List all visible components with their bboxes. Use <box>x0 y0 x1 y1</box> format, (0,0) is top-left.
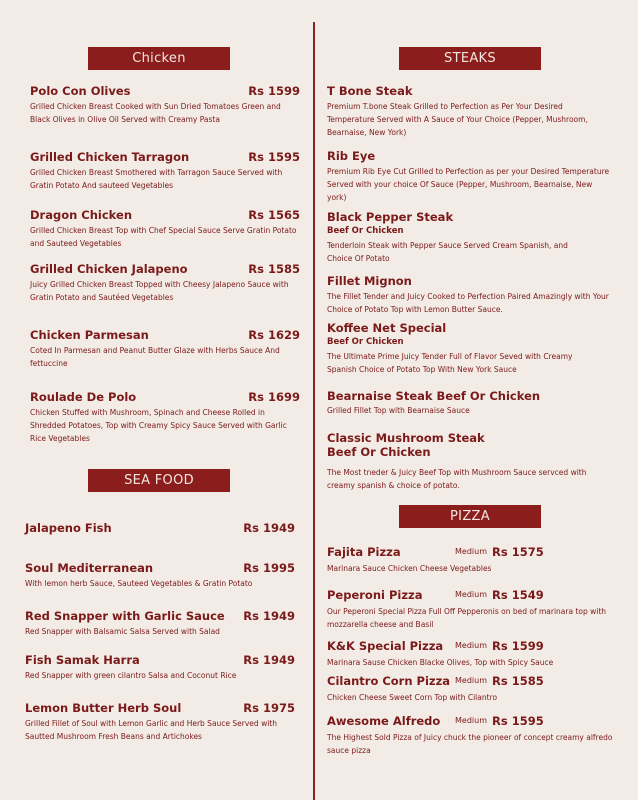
item-size: Medium <box>455 547 487 556</box>
item-name: Polo Con Olives <box>30 84 131 98</box>
item-description: Juicy Grilled Chicken Breast Topped with Cheesy Jalapeno Sauce with Gratin Potato and Sautéed Vegetables <box>30 280 289 302</box>
item-name: Koffee Net Special <box>327 321 447 335</box>
item-price: Rs 1949 <box>243 653 295 667</box>
item-description: The Fillet Tender and Juicy Cooked to Perfection Paired Amazingly with Your Choice of Potato Top with Lemon Butter Sauce. <box>327 292 609 314</box>
item-price: Rs 1595 <box>248 150 300 164</box>
item-description: Marinara Sause Chicken Blacke Olives, Top with Spicy Sauce <box>327 658 554 667</box>
item-size: Medium <box>455 590 487 599</box>
item-size: Medium <box>455 716 487 725</box>
item-description: Our Peperoni Special Pizza Full Off Pepperonis on bed of marinara top with mozzarella cheese and Basil <box>327 607 607 629</box>
item-description: Grilled Chicken Breast Top with Chef Special Sauce Serve Gratin Potato and Sauteed Vegetables <box>30 226 297 248</box>
item-name: Fillet Mignon <box>327 274 412 288</box>
item-price: Rs 1575 <box>492 545 544 559</box>
item-name: Grilled Chicken Tarragon <box>30 150 190 164</box>
item-description: With lemon herb Sauce, Sauteed Vegetables & Gratin Potato <box>25 579 253 588</box>
item-description: Marinara Sauce Chicken Cheese Vegetables <box>327 564 492 573</box>
item-subtitle: Beef Or Chicken <box>327 337 404 347</box>
item-description: The Ultimate Prime Juicy Tender Full of Flavor Seved with Creamy Spanish Choice of Potato Top With New York Sauce <box>327 352 573 374</box>
section-header-steaks: STEAKS <box>399 47 541 70</box>
item-description: Chicken Cheese Sweet Corn Top with Cilantro <box>327 693 498 702</box>
item-name: Bearnaise Steak Beef Or Chicken <box>327 389 541 403</box>
item-name: K&K Special Pizza <box>327 639 444 653</box>
item-name: Awesome Alfredo <box>327 714 441 728</box>
item-price: Rs 1949 <box>243 521 295 535</box>
item-name: Fajita Pizza <box>327 545 401 559</box>
item-description: Premium T.bone Steak Grilled to Perfection as Per Your Desired Temperature Served with A Sauce of Your Choice (Pepper, Mushroom, Bearnaise, New York) <box>327 102 588 137</box>
item-description: Grilled Fillet Top with Bearnaise Sauce <box>327 406 470 415</box>
item-description: Premium Rib Eye Cut Grilled to Perfection as per your Desired Temperature Served with your choice Of Sauce (Pepper, Mushroom, Bearnaise, New york) <box>327 167 610 202</box>
item-name-line2: Beef Or Chicken <box>327 445 431 459</box>
item-name: Dragon Chicken <box>30 208 133 222</box>
item-size: Medium <box>455 641 487 650</box>
item-name: Roulade De Polo <box>30 390 137 404</box>
item-description: Grilled Fillet of Soul with Lemon Garlic and Herb Sauce Served with Sautted Mushroom Fresh Beans and Artichokes <box>25 719 277 741</box>
item-price: Rs 1949 <box>243 609 295 623</box>
item-name: Jalapeno Fish <box>25 521 112 535</box>
item-name: Peperoni Pizza <box>327 588 423 602</box>
item-price: Rs 1975 <box>243 701 295 715</box>
item-description: The Highest Sold Pizza of Juicy chuck the pioneer of concept creamy alfredo sauce pizza <box>327 733 613 755</box>
item-price: Rs 1699 <box>248 390 300 404</box>
item-description: Red Snapper with Balsamic Salsa Served with Salad <box>25 627 220 636</box>
item-name: Soul Mediterranean <box>25 561 154 575</box>
item-name: Fish Samak Harra <box>25 653 140 667</box>
item-description: Coted In Parmesan and Peanut Butter Glaze with Herbs Sauce And fettuccine <box>30 346 280 368</box>
item-price: Rs 1995 <box>243 561 295 575</box>
item-name: Grilled Chicken Jalapeno <box>30 262 188 276</box>
item-subtitle: Beef Or Chicken <box>327 226 404 236</box>
item-description: Grilled Chicken Breast Cooked with Sun Dried Tomatoes Green and Black Olives in Olive Oil Served with Creamy Pasta <box>30 102 281 124</box>
item-price: Rs 1585 <box>492 674 544 688</box>
item-price: Rs 1595 <box>492 714 544 728</box>
item-name: T Bone Steak <box>327 84 413 98</box>
item-description: The Most tneder & Juicy Beef Top with Mushroom Sauce servced with creamy spanish & choice of potato. <box>327 468 587 490</box>
item-price: Rs 1585 <box>248 262 300 276</box>
item-size: Medium <box>455 676 487 685</box>
item-description: Tenderloin Steak with Pepper Sauce Served Cream Spanish, and Choice Of Potato <box>327 241 568 263</box>
item-description: Grilled Chicken Breast Smothered with Tarragon Sauce Served with Gratin Potato And sauteed Vegetables <box>30 168 283 190</box>
item-description: Red Snapper with green cilantro Salsa and Coconut Rice <box>25 671 237 680</box>
item-name: Chicken Parmesan <box>30 328 149 342</box>
item-name: Cilantro Corn Pizza <box>327 674 451 688</box>
item-name: Red Snapper with Garlic Sauce <box>25 609 225 623</box>
column-divider <box>313 22 315 800</box>
item-price: Rs 1549 <box>492 588 544 602</box>
section-header-pizza: PIZZA <box>399 505 541 528</box>
item-name: Lemon Butter Herb Soul <box>25 701 182 715</box>
item-price: Rs 1599 <box>492 639 544 653</box>
item-description: Chicken Stuffed with Mushroom, Spinach and Cheese Rolled in Shredded Potatoes, Top with Creamy Spicy Sauce Served with Garlic Rice Vegetables <box>30 408 287 443</box>
item-price: Rs 1629 <box>248 328 300 342</box>
section-header-chicken: Chicken <box>88 47 230 70</box>
section-header-seafood: SEA FOOD <box>88 469 230 492</box>
item-name: Classic Mushroom Steak <box>327 431 485 445</box>
item-price: Rs 1565 <box>248 208 300 222</box>
item-price: Rs 1599 <box>248 84 300 98</box>
item-name: Rib Eye <box>327 149 376 163</box>
item-name: Black Pepper Steak <box>327 210 454 224</box>
